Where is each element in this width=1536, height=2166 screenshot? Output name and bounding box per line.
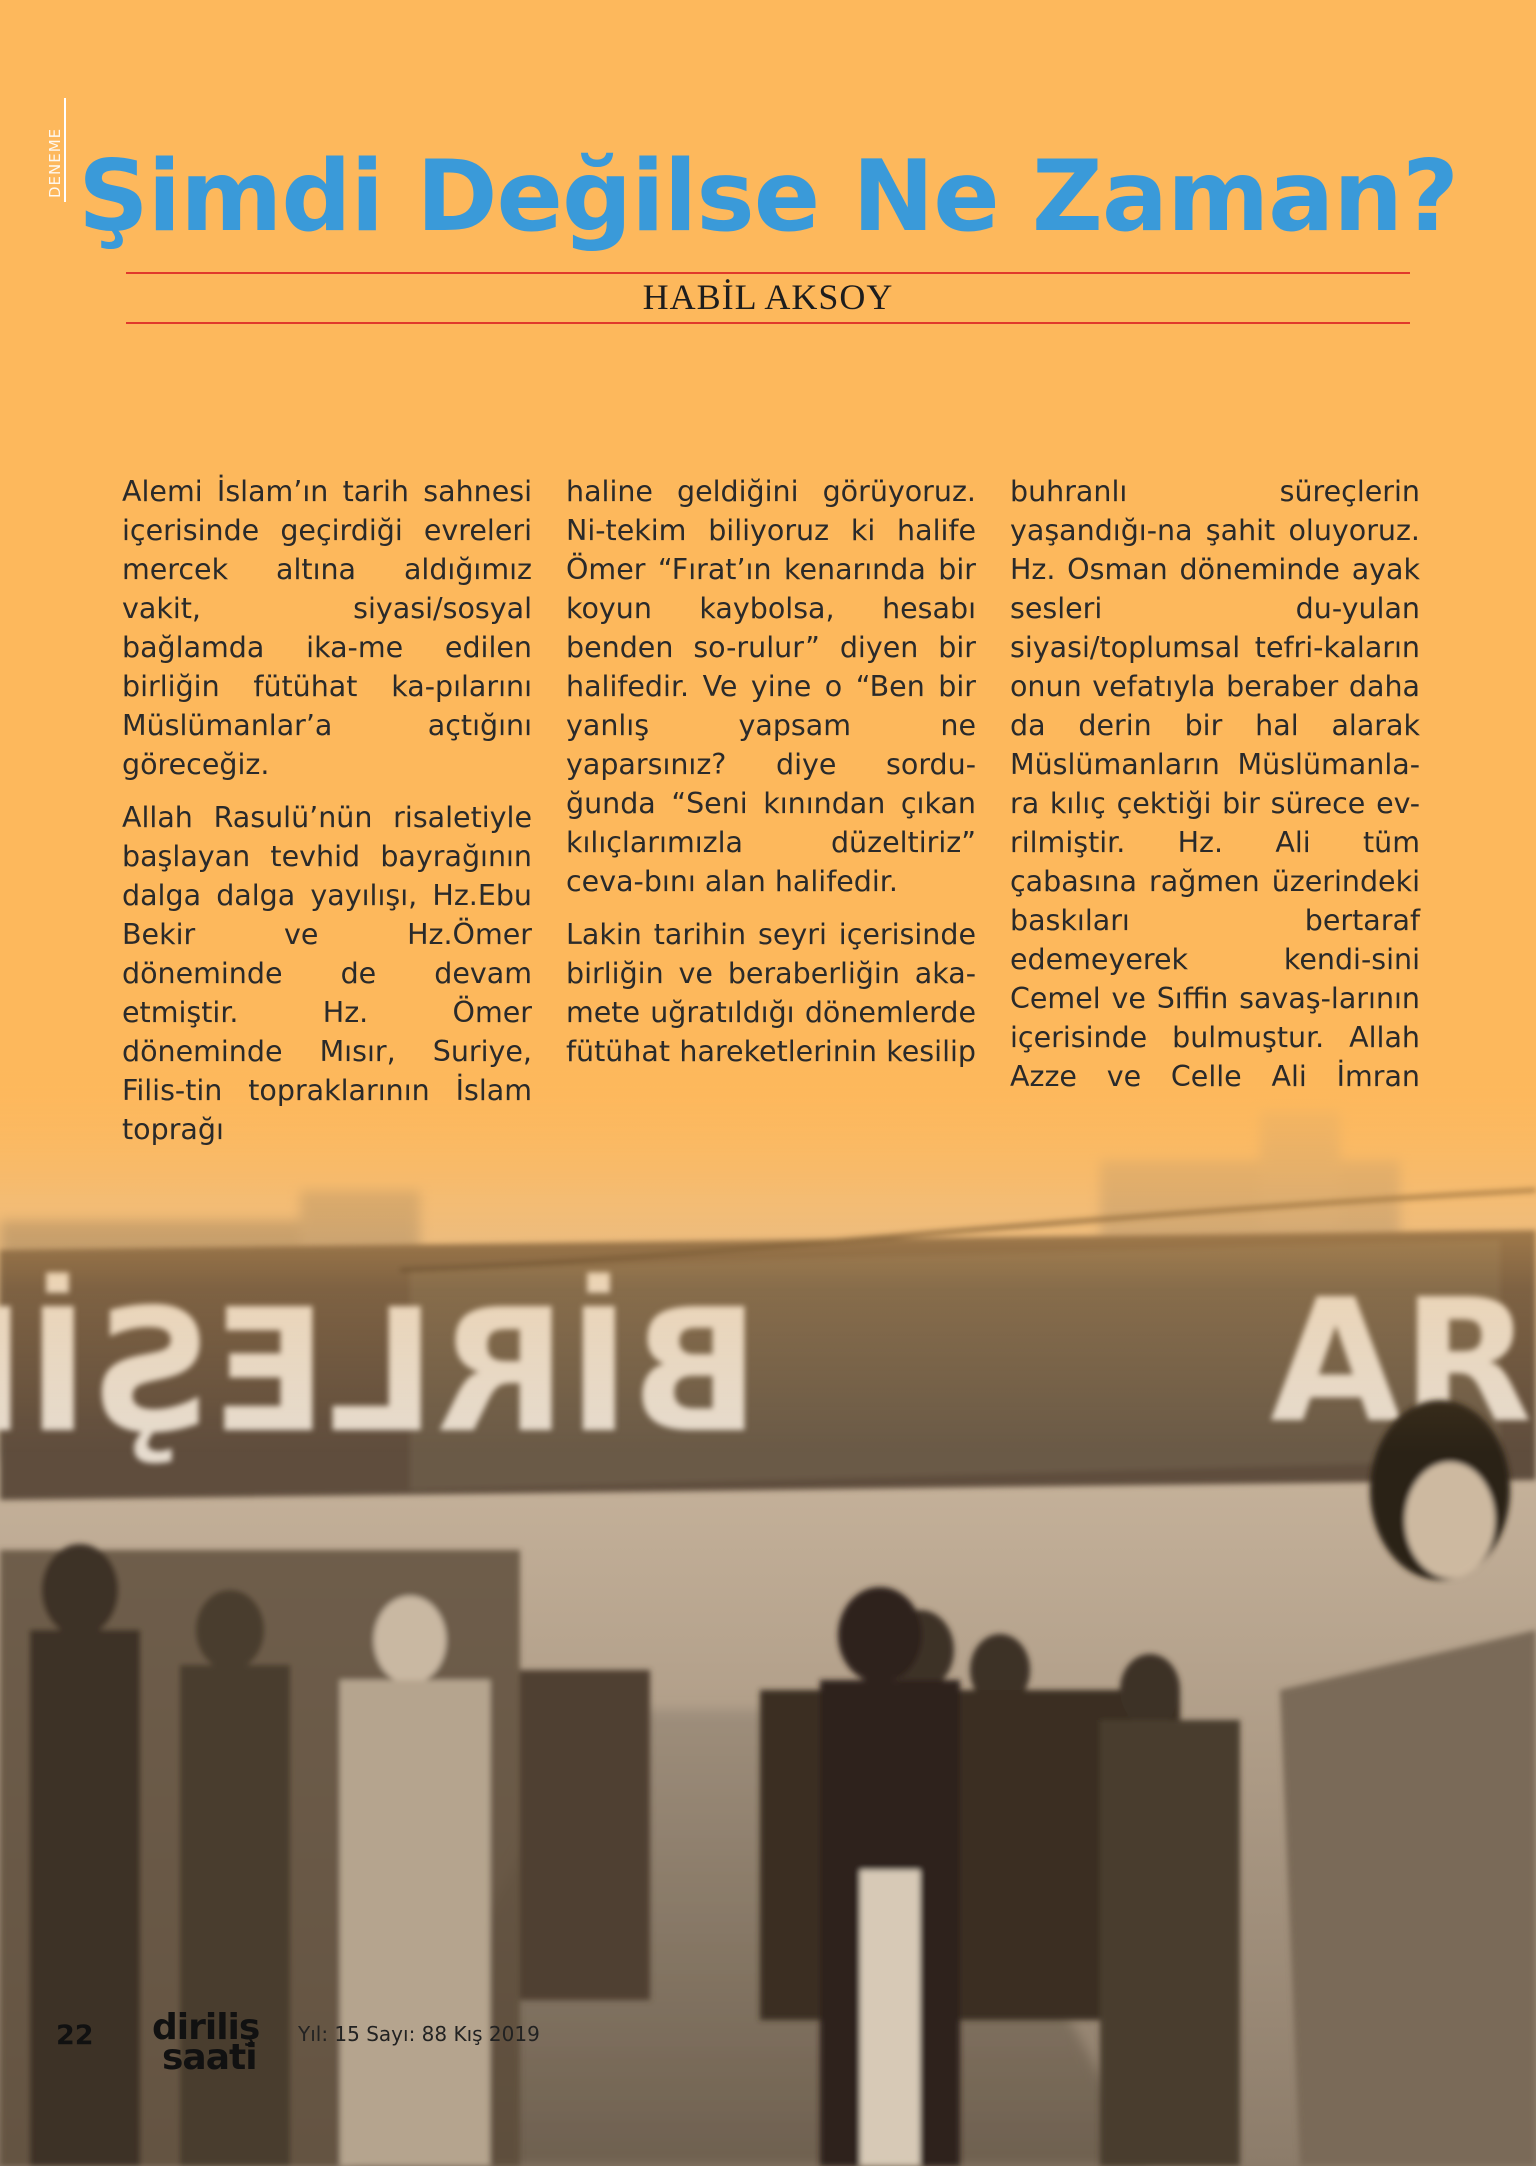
section-label-text: DENEME: [46, 127, 64, 198]
paragraph: Lakin tarihin seyri içerisinde birliğin ve beraberliğin aka-mete uğratıldığı dönemlerde fütühat hareketlerinin kesilip: [566, 918, 976, 1068]
paragraph: buhranlı süreçlerin yaşandığı-na şahit oluyoruz. Hz. Osman döneminde ayak sesleri du-yulan siyasi/toplumsal tefri-kaların onun vefatıyla beraber daha da derin bir hal alarak Müslümanların Müslümanla-ra kılıç çektiği bir sürece ev-rilmiştir. Hz. Ali tüm çabasına rağmen üzerindeki baskıları bertaraf edemeyerek kendi-sini Cemel ve Sıffin savaş-larının içerisinde bulmuştur. Allah Azze ve Celle Ali İmran: [1010, 475, 1420, 1093]
title-rule-bottom: [126, 322, 1410, 324]
logo-line-2: saati: [162, 2037, 257, 2078]
paragraph: Allah Rasulü’nün risaletiyle başlayan tevhid bayrağının dalga dalga yayılışı, Hz.Ebu Bekir ve Hz.Ömer döneminde de devam etmiştir. Hz. Ömer döneminde Mısır, Suriye, Filis-tin topraklarının İslam toprağı: [122, 801, 532, 1146]
page-number: 22: [56, 2020, 94, 2051]
paragraph: haline geldiğini görüyoruz. Ni-tekim biliyoruz ki halife Ömer “Fırat’ın kenarında bir koyun kaybolsa, hesabı benden so-rulur” diyen bir halifedir. Ve yine o “Ben bir yanlış yapsam ne yaparsınız? diye sordu-ğunda “Seni kınından çıkan kılıçlarımızla düzeltiriz” ceva-bını alan halifedir.: [566, 475, 976, 898]
issue-info: Yıl: 15 Sayı: 88 Kış 2019: [298, 2022, 540, 2046]
paragraph: Alemi İslam’ın tarih sahnesi içerisinde geçirdiği evreleri mercek altına aldığımız vakit, siyasi/sosyal bağlamda ika-me edilen birliğin fütühat ka-pılarını Müslümanlar’a açtığını göreceğiz.: [122, 475, 532, 781]
column-1: [122, 472, 532, 1163]
article-title: Şimdi Değilse Ne Zaman?: [78, 140, 1458, 254]
article-author: HABİL AKSOY: [642, 277, 894, 317]
title-rule-top: [126, 272, 1410, 274]
article-body: [122, 472, 1424, 1146]
logo-line-1: diriliş: [152, 2007, 260, 2048]
column-3: [1010, 472, 1420, 1110]
magazine-logo: [152, 2007, 272, 2080]
column-2: [566, 472, 976, 1085]
protest-photo: [0, 1070, 1536, 2166]
